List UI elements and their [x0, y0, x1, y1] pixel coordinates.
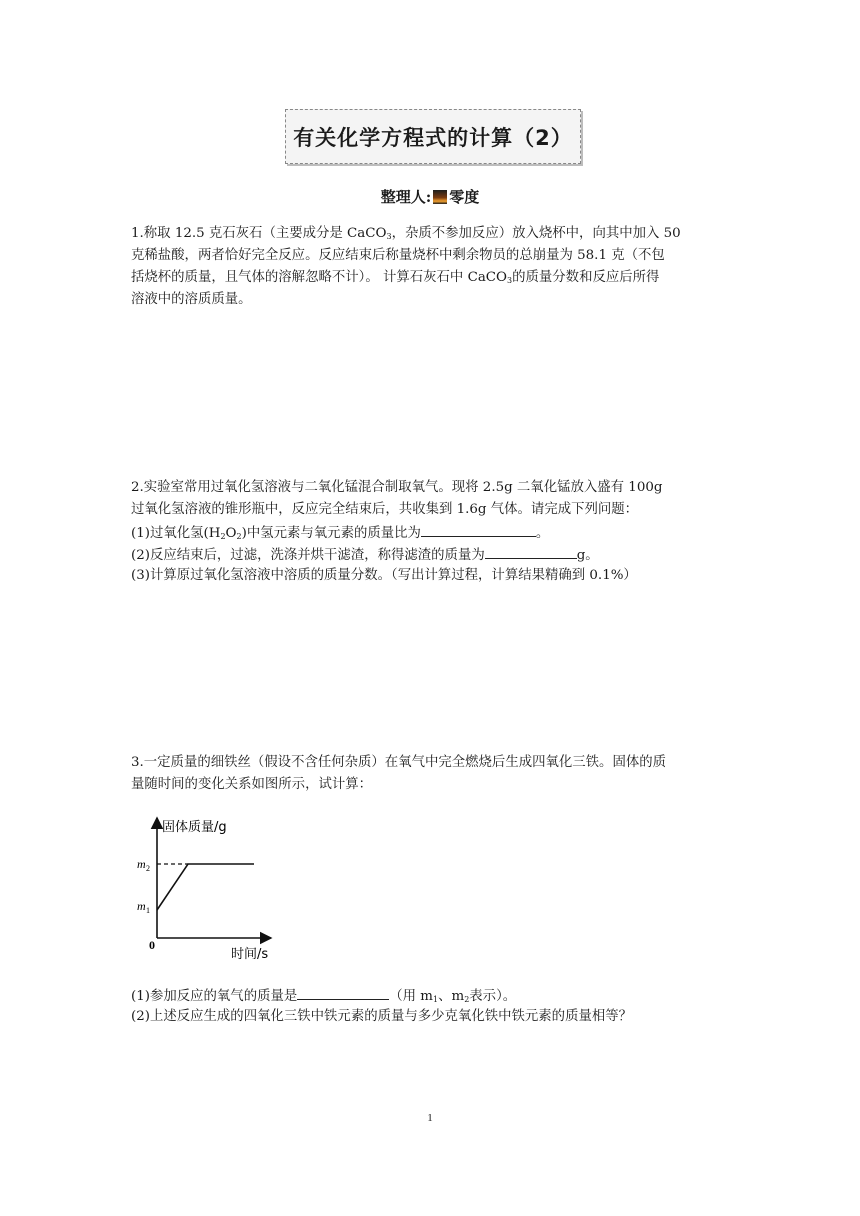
q1-line1-b: ，杂质不参加反应）放入烧杯中，向其中加入 50: [391, 226, 681, 241]
q1-sub3b: 3: [507, 276, 513, 285]
q3-sub-m2: 2: [464, 995, 470, 1004]
organizer-name: 零度: [449, 188, 480, 206]
question-1: [131, 223, 731, 311]
q2-line4-b: g。: [576, 548, 599, 563]
q2-line4-a: (2)反应结束后，过滤，洗涤并烘干滤渣，称得滤渣的质量为: [131, 548, 485, 563]
q3-sub2: (2)上述反应生成的四氧化三铁中铁元素的质量与多少克氧化铁中铁元素的质量相等？: [131, 1009, 633, 1024]
y-axis-label: 固体质量/g: [162, 820, 227, 835]
q3-sub1-c: 、m: [438, 989, 465, 1004]
m1-label: m: [137, 899, 146, 913]
q1-line4: 溶液中的溶质质量。: [131, 292, 252, 307]
page-title: 有关化学方程式的计算（2）: [293, 125, 573, 150]
q2-sub-o: 2: [236, 532, 242, 541]
question-2: [131, 477, 731, 587]
q1-line3-b: 的质量分数和反应后所得: [512, 270, 660, 285]
organizer-label: 整理人:: [380, 188, 432, 206]
origin-label: 0: [149, 938, 155, 952]
title-box: [285, 109, 581, 164]
mass-curve: [157, 864, 254, 910]
q1-line2: 克稀盐酸，两者恰好完全反应。反应结束后称量烧杯中剩余物员的总崩量为 58.1 克（不包: [131, 248, 665, 263]
q2-line3-c: )中氢元素与氧元素的质量比为: [241, 526, 421, 541]
q3-sub1-d: 表示）。: [469, 989, 517, 1004]
q2-line1: 2.实验室常用过氧化氢溶液与二氧化锰混合制取氧气。现将 2.5g 二氧化锰放入盛有 100g: [131, 480, 663, 495]
q3-sub1-b: （用 m: [389, 989, 434, 1004]
m2-label: m: [137, 857, 146, 871]
organizer: [0, 186, 860, 207]
mass-time-graph: [128, 812, 278, 970]
q3-line1: 3.一定质量的细铁丝（假设不含任何杂质）在氧气中完全燃烧后生成四氧化三铁。固体的质: [131, 755, 667, 770]
q2-line2: 过氧化氢溶液的锥形瓶中，反应完全结束后，共收集到 1.6g 气体。请完成下列问题：: [131, 502, 639, 517]
sunset-icon: [433, 190, 447, 204]
m2-subscript: 2: [146, 864, 150, 873]
q3-sub-m1: 1: [433, 995, 439, 1004]
q3-sub1-a: (1)参加反应的氧气的质量是: [131, 989, 298, 1004]
q1-line1-a: 1.称取 12.5 克石灰石（主要成分是 CaCO: [131, 226, 387, 241]
q2-line3-a: (1)过氧化氢(H: [131, 526, 221, 541]
question-3: [131, 752, 731, 796]
q2-line3-d: 。: [535, 526, 550, 541]
answer-blank-oxygen[interactable]: [297, 984, 389, 1000]
q2-line5: (3)计算原过氧化氢溶液中溶质的质量分数。（写出计算过程，计算结果精确到 0.1%）: [131, 568, 637, 583]
q2-sub-h: 2: [220, 532, 226, 541]
question-3-subquestions: [131, 984, 731, 1028]
answer-blank-ratio[interactable]: [421, 521, 536, 537]
q3-line2: 量随时间的变化关系如图所示，试计算：: [131, 777, 373, 792]
answer-blank-residue[interactable]: [485, 543, 577, 559]
q1-line3-a: 括烧杯的质量，且气体的溶解忽略不计）。 计算石灰石中 CaCO: [131, 270, 508, 285]
m1-subscript: 1: [146, 906, 150, 915]
page-number: 1: [427, 1112, 433, 1124]
q1-sub3: 3: [386, 232, 392, 241]
q2-line3-b: O: [225, 526, 237, 541]
x-axis-label: 时间/s: [231, 947, 269, 962]
